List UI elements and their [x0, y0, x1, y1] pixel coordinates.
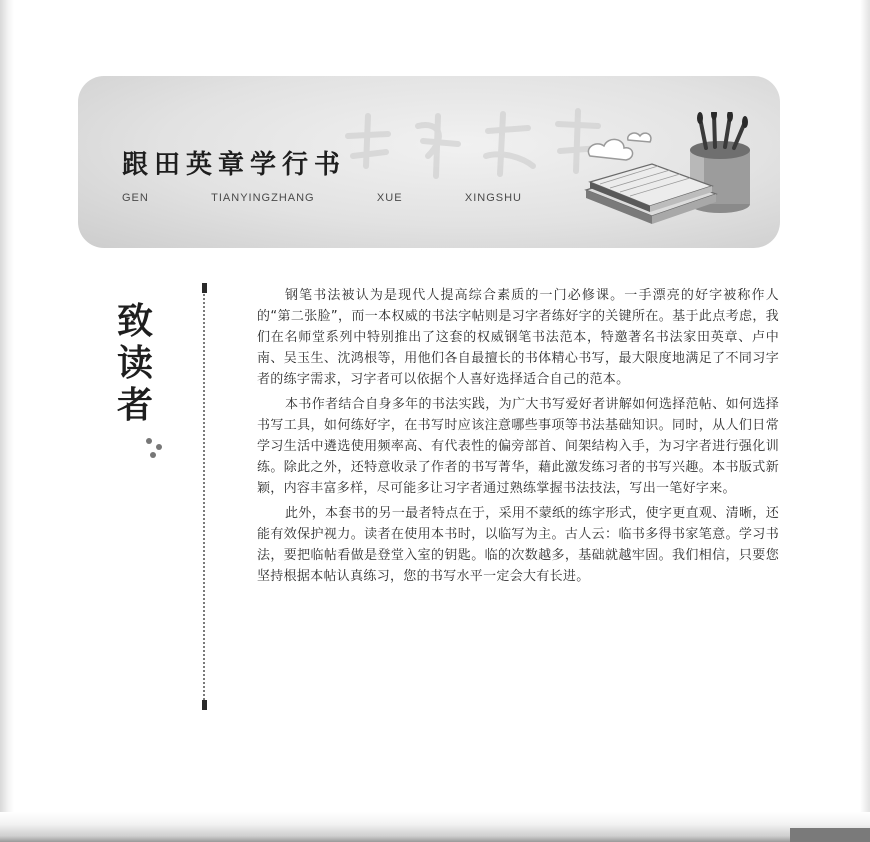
- preface-body: [257, 285, 779, 591]
- heading-char: 者: [116, 384, 153, 426]
- page-edge-shadow: [790, 828, 870, 842]
- section-heading: [112, 300, 162, 426]
- title-pinyin: [122, 192, 522, 204]
- divider-end-marker: [202, 283, 207, 293]
- pinyin-word: XINGSHU: [464, 192, 522, 204]
- page-edge-right: [860, 0, 870, 842]
- books-and-brushes-illustration: [580, 112, 770, 237]
- cloud-icon: [588, 133, 651, 160]
- page-edge-left: [0, 0, 14, 842]
- section-divider-line: [203, 285, 208, 708]
- pinyin-word: GEN: [122, 192, 149, 204]
- paragraph: 此外，本套书的另一最者特点在于，采用不蒙纸的练字形式，使字更直观、清晰，还能有效保护视力。读者在使用本书时，以临写为主。古人云：临书多得书家笔意。学习书法，要把临帖看做是登堂入室的钥匙。临的次数越多，基础就越牢固。我们相信，只要您坚持根据本帖认真练习，您的书写水平一定会大有长进。: [257, 506, 779, 584]
- heading-char: 致: [116, 300, 153, 342]
- page-edge-bottom: [0, 812, 870, 842]
- divider-end-marker: [202, 700, 207, 710]
- paragraph: 本书作者结合自身多年的书法实践，为广大书写爱好者讲解如何选择范帖、如何选择书写工具，如何练好字，在书写时应该注意哪些事项等书法基础知识。同时，从人们日常学习生活中遴选使用频率高、有代表性的偏旁部首、间架结构入手，为习字者进行强化训练。除此之外，还特意收录了作者的书写菁华，藉此激发练习者的书写兴趣。本书版式新颖，内容丰富多样，尽可能多让习字者通过熟练掌握书法技法，写出一笔好字来。: [257, 397, 779, 496]
- paragraph: 钢笔书法被认为是现代人提高综合素质的一门必修课。一手漂亮的好字被称作人的“第二张脸”，而一本权威的书法字帖则是习字者练好字的关键所在。基于此点考虑，我们在名师堂系列中特别推出了这套的权威钢笔书法范本，特邀著名书法家田英章、卢中南、吴玉生、沈鸿根等，用他们各自最擅长的书体精心书写，最大限度地满足了不同习字者的练字需求，习字者可以依据个人喜好选择适合自己的范本。: [257, 288, 779, 387]
- pinyin-word: XUE: [376, 192, 403, 204]
- pinyin-word: TIANYINGZHANG: [211, 192, 315, 204]
- page-title: 跟田英章学行书: [122, 150, 347, 180]
- decorative-dots-icon: [144, 436, 164, 462]
- heading-char: 读: [116, 342, 153, 384]
